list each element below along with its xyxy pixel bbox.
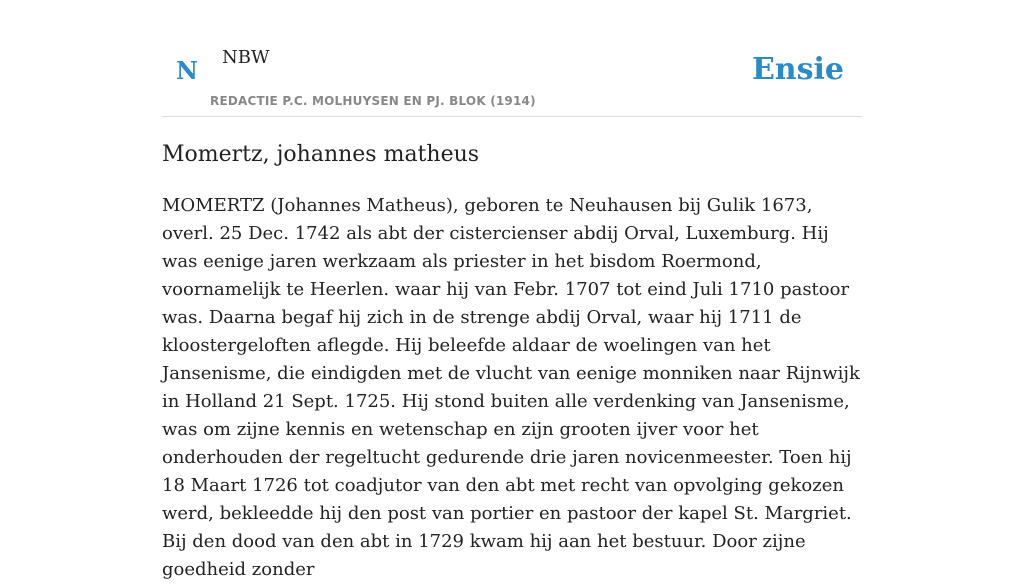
source-logo-icon[interactable]: N xyxy=(176,56,198,85)
brand-logo[interactable]: Ensie xyxy=(751,52,844,87)
article-body: MOMERTZ (Johannes Matheus), geboren te Neuhausen bij Gulik 1673, overl. 25 Dec. 1742 als abt der cistercienser abdij Orval, Luxemburg. Hij was eenige jaren werkzaam als priester in het bisdom Roermond, voornamelijk te Heerlen. waar hij van Febr. 1707 tot eind Juli 1710 pastoor was. Daarna begaf hij zich in de strenge abdij Orval, waar hij 1711 de kloostergeloften aflegde. Hij beleefde aldaar de woelingen van het Jansenisme, die eindigden met de vlucht van eenige monniken naar Rijnwijk in Holland 21 Sept. 1725. Hij stond buiten alle verdenking van Jansenisme, was om zijne kennis en wetenschap en zijn grooten ijver voor het onderhouden der regeltucht gedurende drie jaren novicenmeester. Toen hij 18 Maart 1726 tot coadjutor van den abt met recht van opvolging gekozen werd, bekleedde hij den post van portier en pastoor der kapel St. Margriet. Bij den dood van den abt in 1729 kwam hij aan het bestuur. Door zijne goedheid zonder xyxy=(162,195,860,580)
source-subtitle: REDACTIE P.C. MOLHUYSEN EN PJ. BLOK (1914) xyxy=(210,94,536,108)
header xyxy=(162,0,862,117)
page-title: Momertz, johannes matheus xyxy=(162,142,480,167)
source-name[interactable]: NBW xyxy=(222,47,270,68)
